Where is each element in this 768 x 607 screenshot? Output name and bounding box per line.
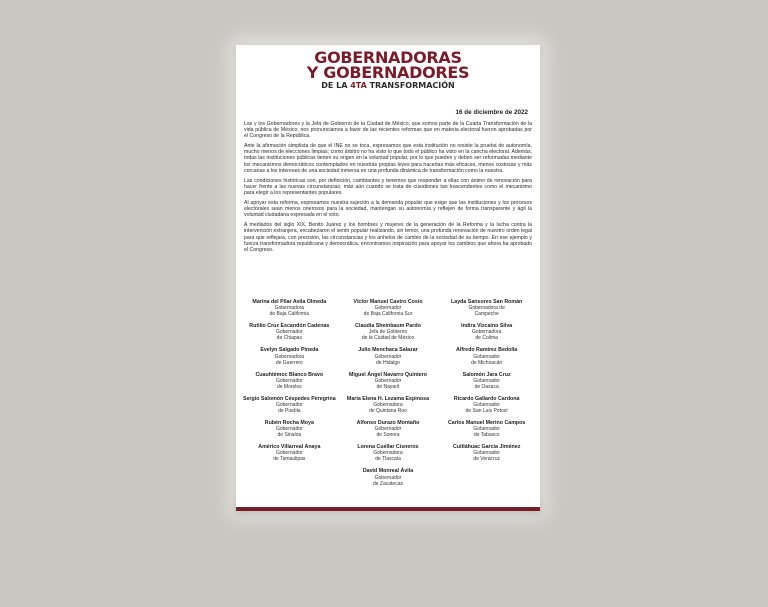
signatory bbox=[439, 323, 534, 341]
signatory-title: Gobernador bbox=[275, 426, 303, 433]
title-line-3-suffix: TRANSFORMACIÓN bbox=[366, 81, 455, 90]
signatory-name: Miguel Ángel Navarro Quintero bbox=[348, 371, 427, 378]
document-body bbox=[244, 121, 532, 257]
signatory bbox=[341, 299, 436, 317]
signatory bbox=[341, 347, 436, 365]
document-date: 16 de diciembre de 2022 bbox=[455, 109, 528, 116]
signatory-title: Gobernadora de bbox=[468, 305, 505, 312]
paragraph: Ante la afirmación simplista de que el INE no se toca, expresamos que esta institución no resiste la prueba de autonomía, mucho menos de elecciones limpias; como árbitro no ha visto lo que todo el público ha visto en la cancha electoral. Además, todas las instituciones públicas tienen su origen en la voluntad popular, por lo que pueden y deben ser reformadas mediante los mecanismos democráticos contemplados en nuestras propias leyes para hacerlas más eficaces, menos costosas y más cercanas a los intereses de una sociedad inmersa en una profunda dinámica de transformación como la nuestra. bbox=[244, 143, 532, 174]
signatory-name: Julio Menchaca Salazar bbox=[358, 347, 418, 354]
signatory-name: Rubén Rocha Moya bbox=[264, 420, 314, 427]
signatory-title: Gobernador bbox=[275, 402, 303, 409]
signatory bbox=[242, 299, 337, 317]
signatory-state: de Sinaloa bbox=[277, 432, 302, 439]
signatory-name: María Elena H. Lezama Espinosa bbox=[346, 395, 430, 402]
signatory-state: de Chiapas bbox=[276, 335, 302, 342]
signatory-state: de la Ciudad de México bbox=[361, 335, 415, 342]
signatory-name: Rutilio Cruz Escandón Cadenas bbox=[249, 323, 330, 330]
signatory-state: de Sonora bbox=[376, 432, 400, 439]
signatory-title: Gobernador bbox=[473, 377, 500, 384]
signatory-title: Gobernador bbox=[374, 353, 402, 360]
signatory bbox=[242, 323, 337, 341]
signatory bbox=[341, 372, 436, 390]
paragraph: Las y los Gobernadores y la Jefa de Gobierno de la Ciudad de México, que somos parte de la Cuarta Transformación de la vida pública de México, nos pronunciamos a favor de las recientes reformas que en materia electoral fueron aprobadas por el Congreso de la República. bbox=[244, 121, 532, 140]
signatory-state: de Quintana Roo bbox=[369, 408, 407, 415]
signatory-title: Gobernador bbox=[473, 450, 500, 457]
signatory-state: de Colima bbox=[475, 335, 498, 342]
signatory-title: Gobernador bbox=[473, 353, 500, 360]
signatory-name: Alfonso Durazo Montaño bbox=[356, 420, 420, 427]
signatory-name: Indira Vizcaíno Silva bbox=[461, 323, 513, 330]
signatory-title: Gobernadora bbox=[373, 450, 403, 457]
signatory-state: Campeche bbox=[474, 311, 499, 318]
signatory-state: de Morelos bbox=[276, 383, 302, 390]
signatory bbox=[341, 396, 436, 414]
signatory bbox=[242, 347, 337, 365]
signatory bbox=[439, 299, 534, 317]
signatory bbox=[341, 323, 436, 341]
signatory-state: de Michoacán bbox=[471, 359, 503, 366]
signatories bbox=[242, 299, 534, 487]
signatory bbox=[439, 396, 534, 414]
signatory-title: Gobernador bbox=[473, 426, 500, 433]
signatory bbox=[439, 372, 534, 390]
signatory bbox=[341, 420, 436, 438]
title-line-2: Y GOBERNADORES bbox=[306, 63, 470, 82]
document-page bbox=[236, 45, 540, 511]
signatory-name: Ricardo Gallardo Cardona bbox=[453, 395, 520, 402]
signatory bbox=[439, 347, 534, 365]
signatory-state: de Oaxaca bbox=[474, 383, 499, 390]
paragraph: A mediados del siglo XIX, Benito Juárez y los hombres y mujeres de la generación de la Reforma y la lucha contra la intervención extranjera, encabezaron el sentir popular realizando, sin temor, una profunda renovación de nuestro orden legal para que reflejara, con precisión, las circunstancias y los anhelos de cambio de la sociedad de su tiempo. En ese ejemplo y fuerza transformadora republicana y democrática, encontramos inspiración para apoyar los cambios que ahora ha aprobado el Congreso. bbox=[244, 222, 532, 253]
signatory-title: Gobernador bbox=[275, 329, 303, 336]
signatory bbox=[242, 372, 337, 390]
signatory-state: de Tlaxcala bbox=[375, 456, 401, 463]
signatory-state: de Tabasco bbox=[473, 432, 500, 439]
signatory-state: de Guerrero bbox=[275, 359, 303, 366]
signatory-name: Alfredo Ramírez Bedolla bbox=[456, 347, 518, 354]
signatory-title: Jefa de Gobierno bbox=[368, 329, 408, 336]
signatory-name: Cuauhtémoc Blanco Bravo bbox=[255, 371, 324, 378]
signatory bbox=[439, 444, 534, 462]
signatory-title: Gobernadora bbox=[471, 329, 502, 336]
signatory bbox=[439, 420, 534, 438]
signatory-state: de Nayarit bbox=[376, 383, 400, 390]
signatory-state: de Tamaulipas bbox=[273, 456, 306, 463]
signatory-state: de Hidalgo bbox=[376, 359, 400, 366]
signatory-title: Gobernador bbox=[374, 305, 402, 312]
signatory-state: de Baja California bbox=[269, 311, 310, 318]
signatory bbox=[341, 444, 436, 462]
signatory-state: de Veracruz bbox=[473, 456, 500, 463]
signatory-name: Claudia Sheinbaum Pardo bbox=[355, 323, 421, 330]
signatory-name: Lorena Cuéllar Cisneros bbox=[357, 444, 419, 451]
title-line-1: GOBERNADORAS bbox=[314, 48, 462, 67]
signatory-name: Víctor Manuel Castro Cosío bbox=[353, 299, 423, 305]
signatory bbox=[242, 396, 337, 414]
signatory-name: Carlos Manuel Merino Campos bbox=[447, 420, 526, 427]
signatory-name: Américo Villarreal Anaya bbox=[258, 444, 321, 451]
signatory-title: Gobernadora bbox=[373, 402, 403, 409]
signatory-state: de Zacatecas bbox=[372, 480, 403, 487]
signatory-title: Gobernadora bbox=[274, 353, 305, 360]
signatory-name: Layda Sansores San Román bbox=[451, 299, 523, 305]
document-title bbox=[236, 50, 540, 91]
signatory-title: Gobernador bbox=[374, 474, 402, 481]
signatory-name: Marina del Pilar Avila Olmeda bbox=[252, 299, 327, 305]
title-highlight: 4TA bbox=[350, 81, 367, 90]
paragraph: Las condiciones históricas son, por definición, cambiantes y tenemos que responder a ellas con ánimo de renovación para hacer frente a las nuevas circunstancias; más aún cuando se trata de cuestiones tan trascendentes como el mecanismo para elegir a los representantes populares. bbox=[244, 177, 532, 196]
signatory-name: Evelyn Salgado Pineda bbox=[260, 347, 319, 354]
signatory-title: Gobernador bbox=[374, 426, 402, 433]
signatory bbox=[341, 468, 436, 486]
signatory bbox=[242, 420, 337, 438]
signatory-state: de San Luis Potosí bbox=[465, 408, 508, 415]
paragraph: Al apoyar esta reforma, expresamos nuestra sujeción a la demanda popular que exige que las instituciones y los procesos electorales sean menos onerosos para la sociedad, mantengan su autonomía y reflejen de forma transparente y ágil la voluntad ciudadana expresada en el voto. bbox=[244, 200, 532, 219]
signatory-state: de Baja California Sur bbox=[363, 311, 413, 318]
signatory-title: Gobernador bbox=[473, 402, 500, 409]
signatory-name: David Monreal Ávila bbox=[362, 468, 414, 475]
title-line-3-prefix: DE LA bbox=[321, 81, 351, 90]
signatory-title: Gobernador bbox=[275, 450, 303, 457]
signatory-title: Gobernador bbox=[374, 377, 402, 384]
signatory-name: Salomón Jara Cruz bbox=[462, 371, 511, 378]
title-line-3 bbox=[236, 81, 540, 91]
signatory-state: de Puebla bbox=[278, 408, 301, 415]
signatory bbox=[242, 444, 337, 462]
signatory-title: Gobernadora bbox=[274, 305, 305, 312]
signatory-name: Sergio Salomón Céspedes Peregrina bbox=[242, 395, 336, 402]
signatory-name: Cuitláhuac García Jiménez bbox=[452, 444, 521, 451]
signatory-title: Gobernador bbox=[275, 377, 303, 384]
